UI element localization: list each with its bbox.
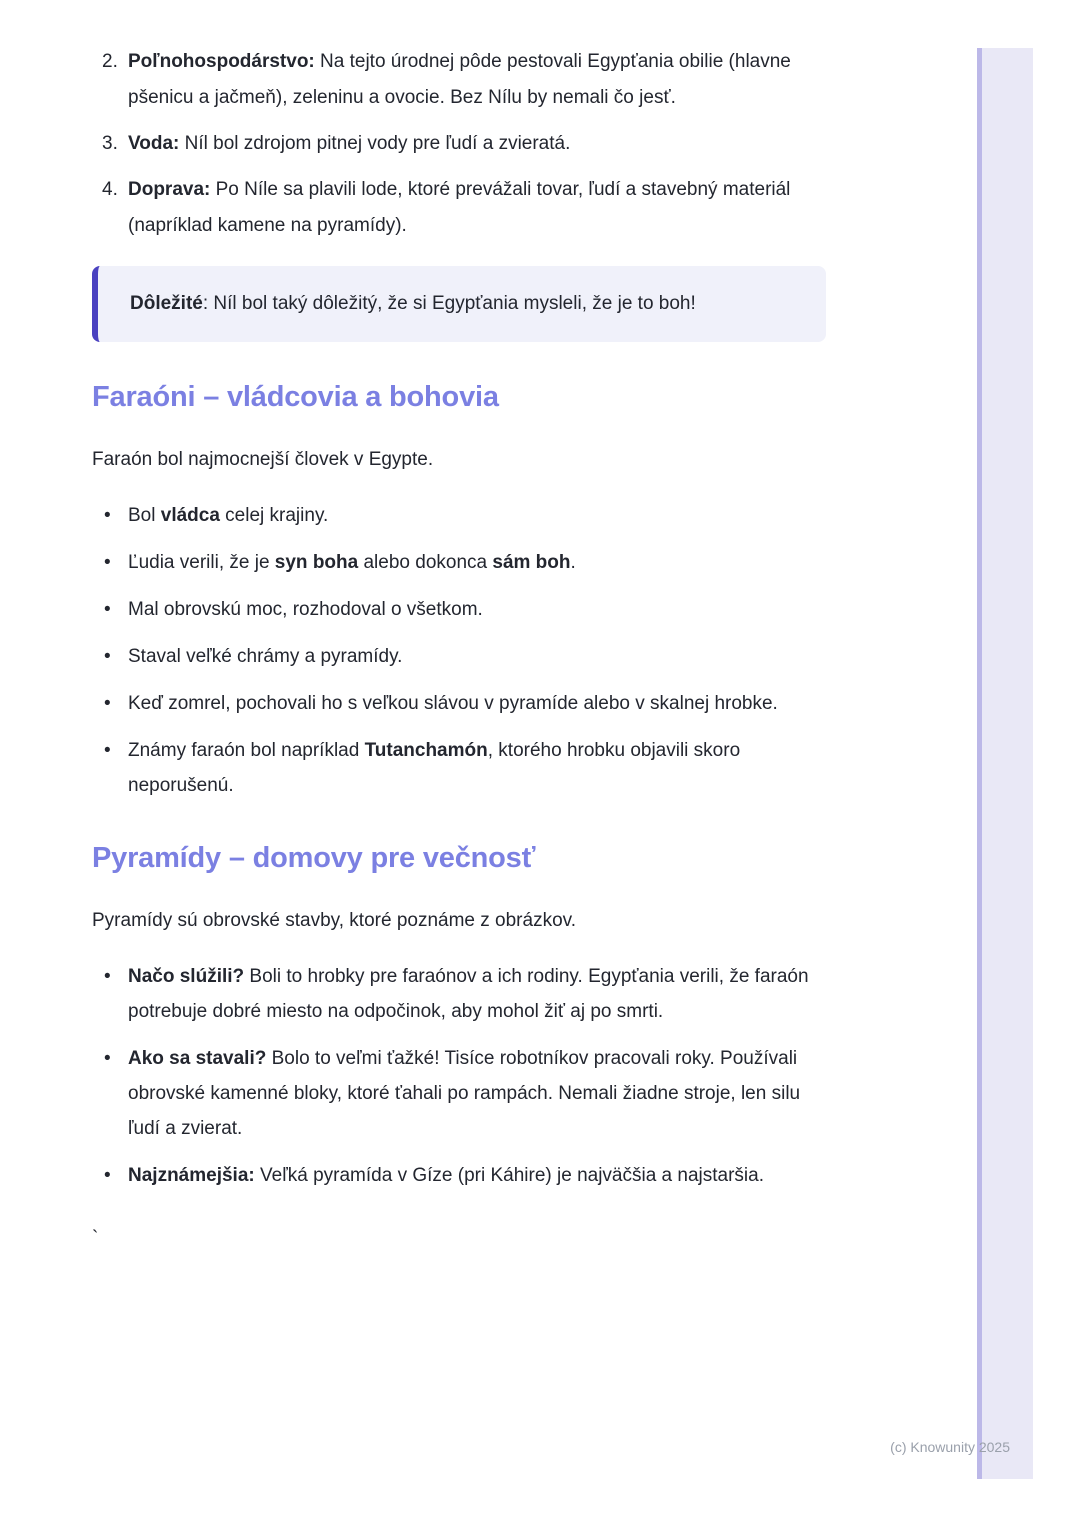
text-run: Níl bol zdrojom pitnej vody pre ľudí a zvieratá. bbox=[179, 133, 571, 154]
bullet-list-item bbox=[92, 545, 832, 580]
pyramids-bullet-list bbox=[92, 959, 832, 1193]
list-item-number: 3. bbox=[102, 133, 118, 154]
bold-text-run: Najznámejšia: bbox=[128, 1165, 255, 1186]
text-run: Staval veľké chrámy a pyramídy. bbox=[128, 646, 403, 667]
copyright-footer: (c) Knowunity 2025 bbox=[890, 1439, 1010, 1455]
text-run: Po Níle sa plavili lode, ktoré prevážali tovar, ľudí a stavebný materiál (napríklad kamene na pyramídy). bbox=[128, 179, 791, 236]
list-item-number: 4. bbox=[102, 179, 118, 200]
text-run: , ktorého hrobku objavili skoro neporušenú. bbox=[128, 740, 741, 796]
section-heading-pyramids: Pyramídy – domovy pre večnosť bbox=[92, 842, 536, 874]
bullet-list-item bbox=[92, 592, 832, 627]
text-run: Veľká pyramída v Gíze (pri Káhire) je najväčšia a najstaršia. bbox=[254, 1165, 764, 1186]
bold-text-run: Voda: bbox=[128, 133, 180, 154]
text-run: Známy faraón bol napríklad bbox=[128, 740, 365, 761]
text-run: celej krajiny. bbox=[219, 505, 329, 526]
text-run: Bolo to veľmi ťažké! Tisíce robotníkov pracovali roky. Používali obrovské kamenné bloky, ktoré ťahali po rampách. Nemali žiadne stroje, len silu ľudí a zvierat. bbox=[128, 1048, 801, 1139]
numbered-list-item bbox=[92, 126, 832, 162]
bullet-list-item bbox=[92, 639, 832, 674]
pharaohs-intro: Faraón bol najmocnejší človek v Egypte. bbox=[92, 449, 434, 470]
right-edge-decoration-strip bbox=[977, 48, 1033, 1479]
bold-text-run: Načo slúžili? bbox=[128, 966, 245, 987]
pyramids-intro: Pyramídy sú obrovské stavby, ktoré poznáme z obrázkov. bbox=[92, 910, 576, 931]
text-run: Bol bbox=[128, 505, 161, 526]
important-callout bbox=[92, 266, 826, 342]
text-run: Ľudia verili, že je bbox=[128, 552, 275, 573]
text-run: Boli to hrobky pre faraónov a ich rodiny. Egypťania verili, že faraón potrebuje dobré miesto na odpočinok, aby mohol žiť aj po smrti. bbox=[128, 966, 809, 1022]
bold-text-run: syn boha bbox=[274, 552, 359, 573]
text-run: Keď zomrel, pochovali ho s veľkou slávou v pyramíde alebo v skalnej hrobke. bbox=[128, 693, 778, 714]
bullet-list-item bbox=[92, 1041, 832, 1146]
document-body bbox=[92, 44, 832, 1256]
callout-lead: Dôležité bbox=[130, 293, 203, 314]
nile-benefits-numbered-list bbox=[92, 44, 832, 244]
numbered-list-item bbox=[92, 172, 832, 244]
bold-text-run: Doprava: bbox=[128, 179, 211, 200]
bullet-list-item bbox=[92, 686, 832, 721]
numbered-list-item bbox=[92, 44, 832, 116]
bold-text-run: vládca bbox=[160, 505, 220, 526]
section-heading-pharaohs: Faraóni – vládcovia a bohovia bbox=[92, 381, 499, 413]
bullet-list-item bbox=[92, 959, 832, 1029]
text-run: alebo dokonca bbox=[358, 552, 493, 573]
callout-text: : Níl bol taký dôležitý, že si Egypťania mysleli, že je to boh! bbox=[202, 293, 696, 314]
text-run: Mal obrovskú moc, rozhodoval o všetkom. bbox=[128, 599, 483, 620]
bold-text-run: Ako sa stavali? bbox=[128, 1048, 267, 1069]
text-run: Na tejto úrodnej pôde pestovali Egypťania obilie (hlavne pšenicu a jačmeň), zeleninu a ovocie. Bez Nílu by nemali čo jesť. bbox=[128, 51, 791, 108]
bold-text-run: Tutanchamón bbox=[364, 740, 488, 761]
bullet-list-item bbox=[92, 733, 832, 803]
list-item-number: 2. bbox=[102, 51, 118, 72]
pharaohs-bullet-list bbox=[92, 498, 832, 803]
stray-backtick-character: ` bbox=[92, 1228, 99, 1249]
bold-text-run: Poľnohospodárstvo: bbox=[128, 51, 315, 72]
bullet-list-item bbox=[92, 1158, 832, 1193]
bullet-list-item bbox=[92, 498, 832, 533]
text-run: . bbox=[570, 552, 576, 573]
bold-text-run: sám boh bbox=[492, 552, 571, 573]
